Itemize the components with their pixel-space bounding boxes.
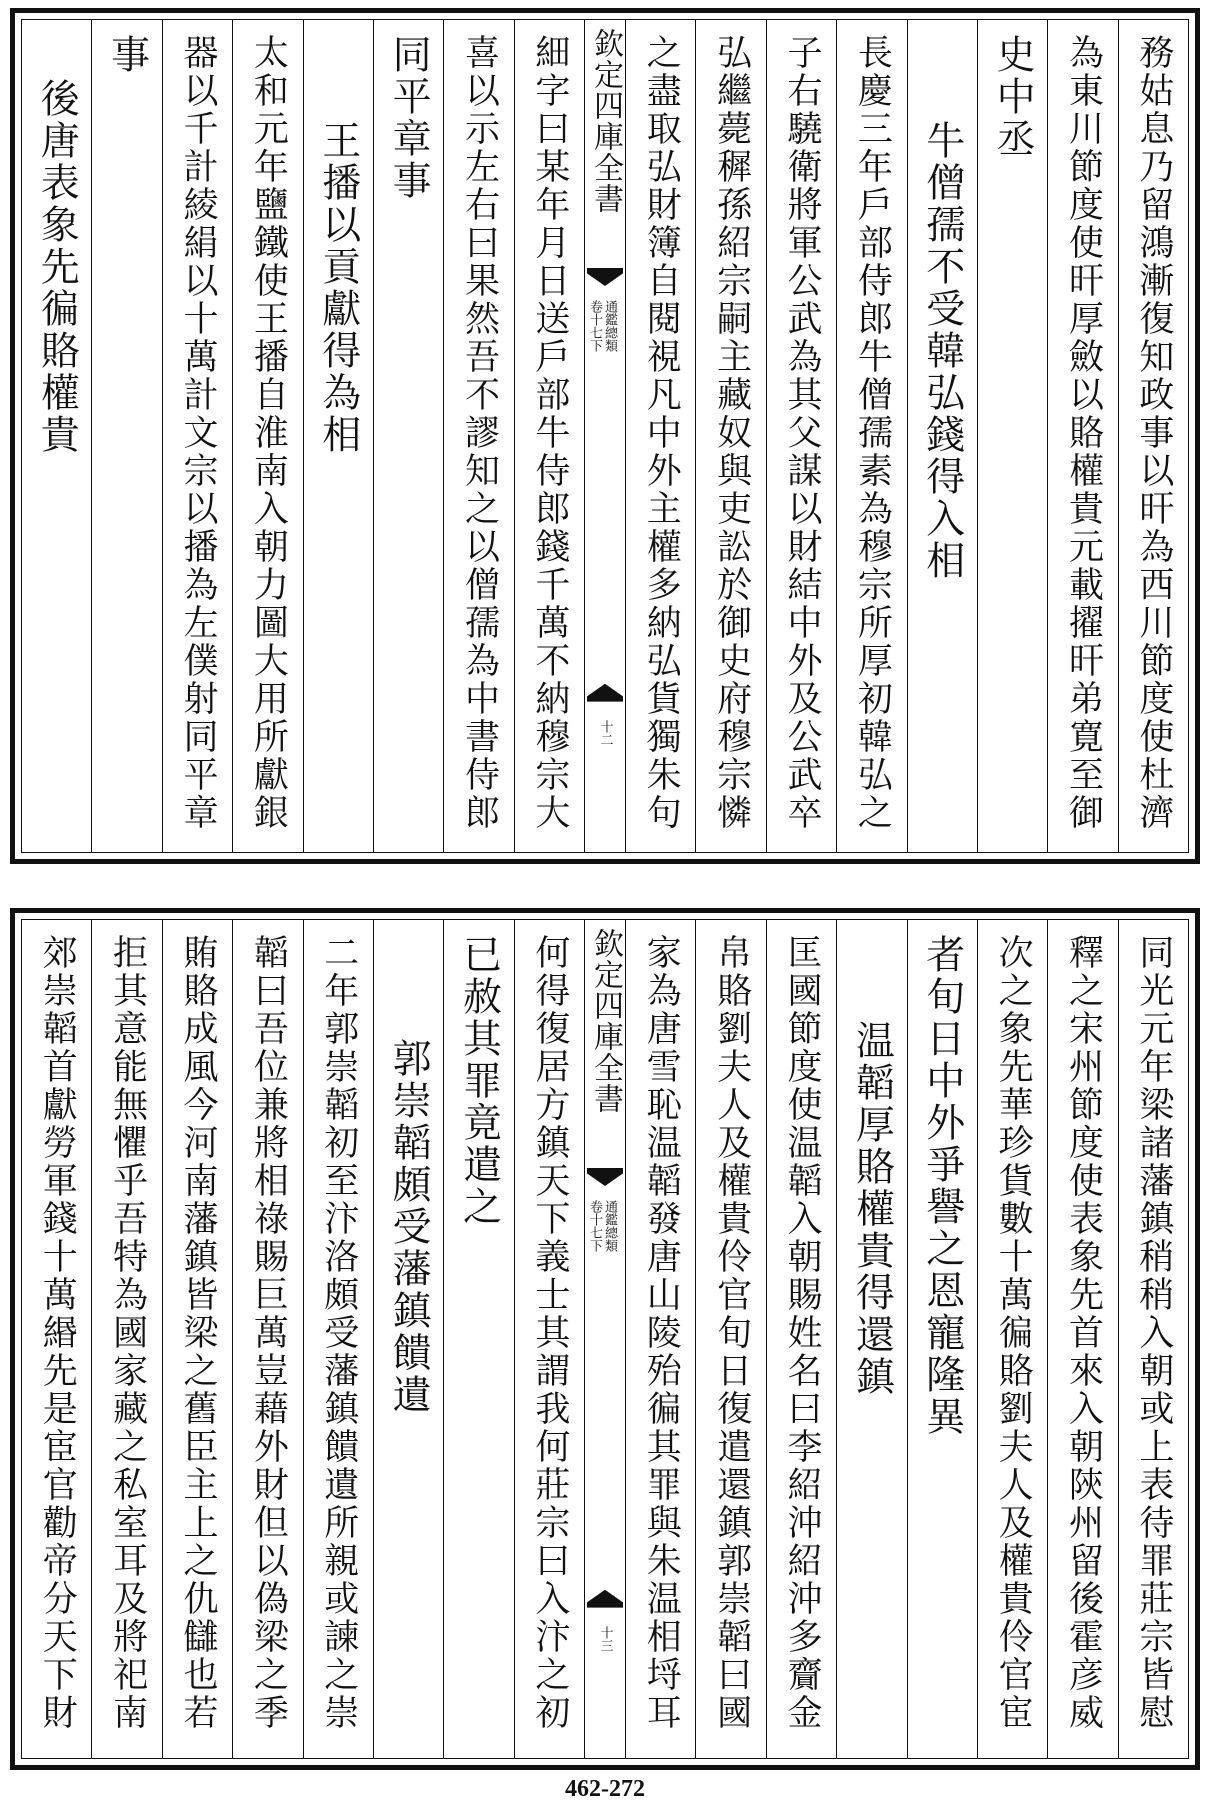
text-column [766,920,836,1758]
text-column [907,20,977,852]
text-line: 次之象先華珍貨數十萬徧賂劉夫人及權貴伶官宦 [993,934,1034,1732]
bottom-page [10,908,1200,1770]
text-line: 為東川節度使旰厚斂以賂權貴元載擢旰弟寛至御 [1063,34,1104,832]
text-line: 拒其意能無懼乎吾特為國家藏之私室耳及將祀南 [107,934,148,1732]
text-column [22,920,91,1758]
text-column [1047,920,1117,1758]
text-column [514,920,584,1758]
text-column [443,20,513,852]
top-page [10,8,1200,864]
text-line: 賄賂成風今河南藩鎮皆梁之舊臣主上之仇讎也若 [177,934,218,1732]
book-title-line: 卷十七下 [587,300,602,352]
text-column [232,920,302,1758]
top-page-columns [22,20,1188,852]
text-line: 者旬日中外爭譽之恩寵隆異 [919,934,965,1438]
section-heading: 牛僧孺不受韓弘錢得入相 [919,120,965,582]
library-title: 欽定四庫全書 [588,928,623,1114]
text-line: 之盡取弘財簿自閱視凡中外主權多納弘貨獨朱句 [641,34,682,832]
section-heading: 後唐表象先徧賂權貴 [34,78,80,456]
fish-tail-icon [587,1168,623,1190]
section-heading: 王播以貢獻得為相 [315,120,361,456]
text-column [625,920,695,1758]
book-title [588,300,616,352]
fish-tail-icon [587,268,623,290]
text-line: 長慶三年戶部侍郎牛僧孺素為穆宗所厚初韓弘之 [852,34,893,832]
text-column [162,20,232,852]
book-title-line: 卷十七下 [587,1200,602,1252]
text-column [625,20,695,852]
text-column [162,920,232,1758]
text-column [514,20,584,852]
text-column [977,920,1047,1758]
text-column [373,20,443,852]
book-title [588,1200,616,1252]
bottom-page-columns [22,920,1188,1758]
text-line: 匡國節度使温韜入朝賜姓名曰李紹沖紹沖多齎金 [781,934,822,1732]
text-line: 帛賂劉夫人及權貴伶官旬日復遣還鎮郭崇韜曰國 [711,934,752,1732]
text-line: 喜以示左右曰果然吾不謬知之以僧孺為中書侍郎 [459,34,500,832]
text-column [303,20,373,852]
text-column [836,920,906,1758]
text-line: 同光元年梁諸藩鎮稍稍入朝或上表待罪莊宗皆慰 [1133,934,1174,1732]
page-number: 十三 [597,1626,613,1652]
text-line: 事 [104,34,150,76]
text-line: 史中丞 [990,34,1036,160]
fish-tail-icon [587,682,623,704]
text-column [1047,20,1117,852]
library-title: 欽定四庫全書 [588,28,623,214]
text-column [373,920,443,1758]
text-column [766,20,836,852]
text-line: 郊崇韜首獻勞軍錢十萬緡先是宦官勸帝分天下財 [37,934,78,1732]
text-line: 弘繼薨穉孫紹宗嗣主藏奴與吏訟於御史府穆宗憐 [711,34,752,832]
section-heading: 温韜厚賂權貴得還鎮 [849,1020,895,1398]
text-line: 已赦其罪竟遣之 [456,934,502,1228]
book-title-line: 通鑑總類 [602,300,617,352]
text-line: 器以千計綾絹以十萬計文宗以播為左僕射同平章 [177,34,218,832]
text-column [836,20,906,852]
page-reference-number: 462-272 [565,1776,645,1802]
text-line: 務姑息乃留鴻漸復知政事以旰為西川節度使杜濟 [1133,34,1174,832]
text-column [907,920,977,1758]
page-number: 十二 [597,720,613,746]
text-column [232,20,302,852]
text-line: 韜曰吾位兼將相祿賜巨萬豈藉外財但以偽梁之季 [248,934,289,1732]
text-column [695,920,765,1758]
text-line: 何得復居方鎮天下義士其謂我何莊宗曰入汴之初 [529,934,570,1732]
text-column [977,20,1047,852]
text-column [22,20,91,852]
text-line: 太和元年鹽鐵使王播自淮南入朝力圖大用所獻銀 [248,34,289,832]
text-column [91,20,161,852]
text-line: 釋之宋州節度使表象先首來入朝陝州留後霍彦威 [1063,934,1104,1732]
section-heading: 郭崇韜頗受藩鎮饋遺 [386,1038,432,1416]
text-line: 家為唐雪恥温韜發唐山陵殆徧其罪與朱温相埒耳 [641,934,682,1732]
book-title-line: 通鑑總類 [602,1200,617,1252]
text-column [695,20,765,852]
text-line: 細字曰某年月日送戶部牛侍郎錢千萬不納穆宗大 [529,34,570,832]
center-fold-strip [584,920,625,1758]
text-column [443,920,513,1758]
text-column [1118,20,1188,852]
text-line: 二年郭崇韜初至汴洛頗受藩鎮饋遺所親或諫之崇 [318,934,359,1732]
text-column [1118,920,1188,1758]
fish-tail-icon [587,1588,623,1610]
text-line: 同平章事 [386,34,432,202]
text-line: 子右驍衛將軍公武為其父謀以財結中外及公武卒 [781,34,822,832]
text-column [303,920,373,1758]
center-fold-strip [584,20,625,852]
text-column [91,920,161,1758]
